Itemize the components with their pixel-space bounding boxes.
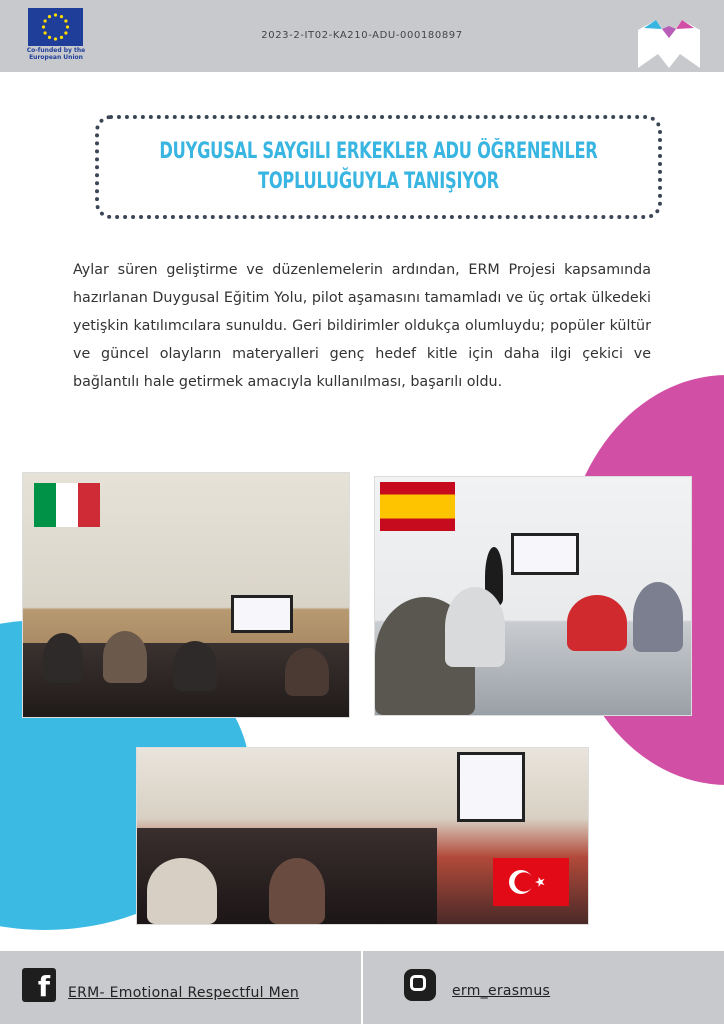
facebook-icon[interactable]: f [22, 968, 56, 1002]
instagram-icon[interactable] [404, 969, 436, 1001]
project-code: 2023-2-IT02-KA210-ADU-000180897 [261, 30, 463, 41]
italy-flag [34, 483, 100, 527]
participant [633, 582, 683, 652]
participant [173, 641, 217, 691]
erm-logo [636, 14, 702, 70]
photo-turkey-session [136, 747, 589, 925]
eu-cofunded-caption: Co-funded by the European Union [26, 47, 86, 61]
participant [567, 595, 627, 651]
title-frame [95, 115, 662, 219]
spain-flag [380, 482, 455, 531]
photo-spain-session [374, 476, 692, 716]
participant [43, 633, 83, 683]
footer-divider [361, 951, 363, 1024]
presentation-screen [457, 752, 525, 822]
photo-italy-session [22, 472, 350, 718]
turkey-flag [493, 858, 569, 906]
article-body: Aylar süren geliştirme ve düzenlemelerin ardından, ERM Projesi kapsamında hazırlanan Duygusal Eğitim Yolu, pilot aşamasını tamamladı ve üç ortak ülkedeki yetişkin katılımcılara sunuldu. Geri bildirimler oldukça olumluydu; popüler kültür ve güncel olayların materyalleri genç hedef kitle için daha ilgi çekici ve bağlantılı hale getirmek amacıyla kullanılması, başarılı oldu. [73, 262, 651, 390]
participant [445, 587, 505, 667]
facebook-link[interactable]: ERM- Emotional Respectful Men [68, 985, 300, 1001]
header-bar [0, 0, 724, 72]
participant [285, 648, 329, 696]
participant [103, 631, 147, 683]
instagram-ring [410, 975, 426, 991]
presentation-screen [511, 533, 579, 575]
footer-bar [0, 951, 724, 1024]
instagram-link[interactable]: erm_erasmus [452, 983, 551, 999]
presentation-screen [231, 595, 293, 633]
participant [147, 858, 217, 924]
article-title: DUYGUSAL SAYGILI ERKEKLER ADU ÖĞRENENLER TOPLULUĞUYLA TANIŞIYOR [159, 139, 598, 194]
participant [269, 858, 325, 924]
